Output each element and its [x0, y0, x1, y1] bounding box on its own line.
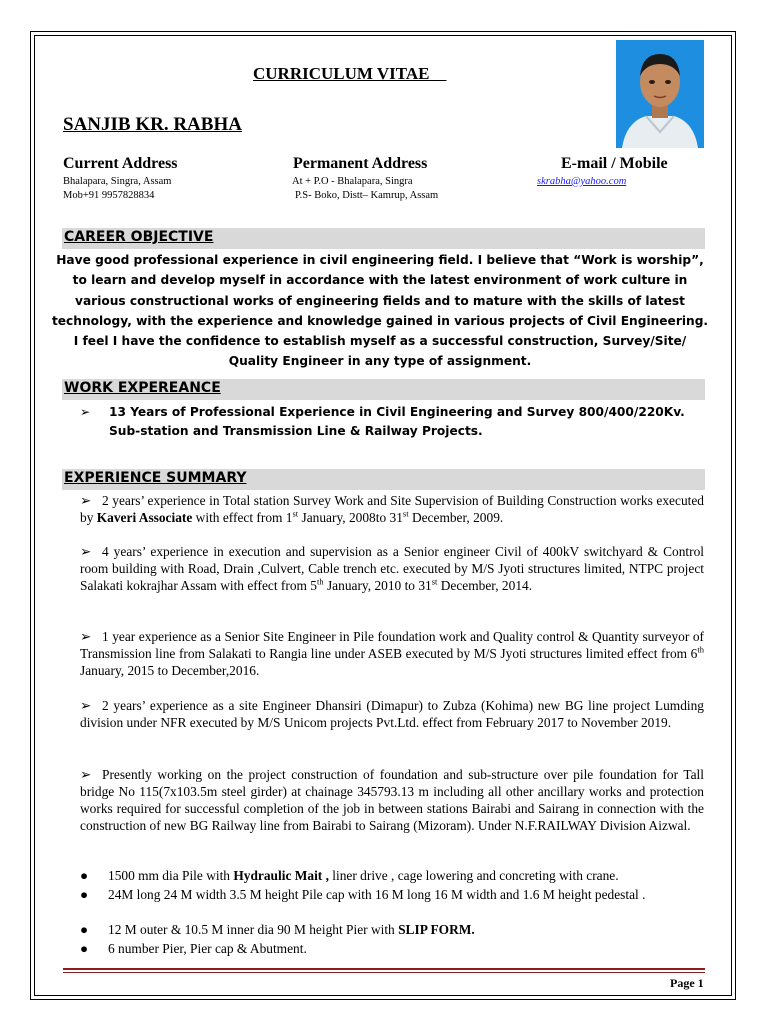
- summary-item-3: ➢ 1 year experience as a Senior Site Engineer in Pile foundation work and Quality control & Quantity surveyor of Transmission line from Salakati to Rangia line under ASEB executed by M/S Jyoti structures limited effect from 6th January, 2015 to December,2016.: [80, 629, 704, 678]
- permanent-address-label: Permanent Address: [293, 155, 428, 172]
- bullet-dot-icon: ●: [80, 887, 89, 902]
- bullet-dot-icon: ●: [80, 922, 89, 937]
- summary-item-5: ➢ Presently working on the project construction of foundation and sub-structure over pile foundation for Tall bridge No 115(7x103.5m steel girder) at chainage 345793.13 m including all other ancillary works and protection works required for successful completion of the job in between stations Bairabi and Sairang in connection with the construction of new BG Railway line from Bairabi to Sairang (Mizoram). Under N.F.RAILWAY Division Aizwal.: [80, 767, 704, 833]
- arrow-bullet-icon: ➢: [80, 493, 92, 508]
- summary-item-2: ➢ 4 years’ experience in execution and supervision as a Senior engineer Civil of 400kV switchyard & Control room building with Road, Drain ,Culvert, Cable trench etc. executed by M/S Jyoti structures limited, NTPC project Salakati kokrajhar Assam with effect from 5th January, 2010 to 31st December, 2014.: [80, 544, 704, 593]
- objective-line: various constructional works of engineering fields and to mature with the skills of latest: [75, 293, 685, 308]
- arrow-bullet-icon: ➢: [80, 698, 92, 713]
- bullet-dot-icon: ●: [80, 868, 89, 883]
- footer-divider-thin: [63, 972, 705, 973]
- summary-item-1: ➢ 2 years’ experience in Total station Survey Work and Site Supervision of Building Construction works executed by Kaveri Associate with effect from 1st January, 2008to 31st December, 2009.: [80, 493, 704, 525]
- work-line-1: 13 Years of Professional Experience in Civil Engineering and Survey 800/400/220Kv.: [109, 405, 685, 419]
- current-address-label: Current Address: [63, 155, 178, 172]
- arrow-bullet-icon: ➢: [80, 629, 92, 644]
- footer-divider: [63, 968, 705, 970]
- profile-photo: [616, 40, 704, 148]
- career-objective-heading: CAREER OBJECTIVE: [64, 229, 214, 245]
- objective-line: technology, with the experience and knowledge gained in various projects of Civil Engineering.: [51, 313, 709, 328]
- bullet-dot-icon: ●: [80, 941, 89, 956]
- objective-line: Have good professional experience in civil engineering field. I believe that “Work is worship”,: [56, 253, 704, 267]
- objective-line: I feel I have the confidence to establish myself as a successful construction, Survey/Site/: [73, 334, 687, 349]
- current-address-line1: Bhalapara, Singra, Assam: [63, 176, 172, 187]
- work-line-2: Sub-station and Transmission Line & Railway Projects.: [109, 424, 483, 438]
- experience-summary-heading: EXPERIENCE SUMMARY: [64, 470, 247, 486]
- email-mobile-label: E-mail / Mobile: [561, 155, 668, 172]
- objective-line: Quality Engineer in any type of assignment.: [228, 354, 532, 369]
- permanent-address-line2: P.S- Boko, Distt– Kamrup, Assam: [295, 190, 439, 201]
- arrow-bullet-icon: ➢: [80, 544, 92, 559]
- summary-item-4: ➢ 2 years’ experience as a site Engineer Dhansiri (Dimapur) to Zubza (Kohima) new BG line project Lumding division under NFR executed by M/S Unicom projects Pvt.Ltd. effect from February 2017 to November 2019.: [80, 698, 704, 730]
- objective-line: to learn and develop myself in accordance with the latest environment of work culture in: [72, 273, 688, 288]
- page-number: Page 1: [670, 976, 704, 990]
- current-mobile: Mob+91 9957828834: [63, 190, 155, 201]
- document-title: CURRICULUM VITAE: [253, 64, 430, 83]
- permanent-address-line1: At + P.O - Bhalapara, Singra: [292, 176, 413, 187]
- career-objective-text: [48, 250, 712, 372]
- work-experience-heading: WORK EXPEREANCE: [64, 380, 221, 396]
- arrow-bullet-icon: ➢: [80, 405, 91, 419]
- email-link[interactable]: skrabha@yahoo.com: [537, 176, 627, 187]
- arrow-bullet-icon: ➢: [80, 767, 92, 782]
- candidate-name: SANJIB KR. RABHA: [63, 114, 242, 135]
- person-photo-icon: [616, 40, 704, 148]
